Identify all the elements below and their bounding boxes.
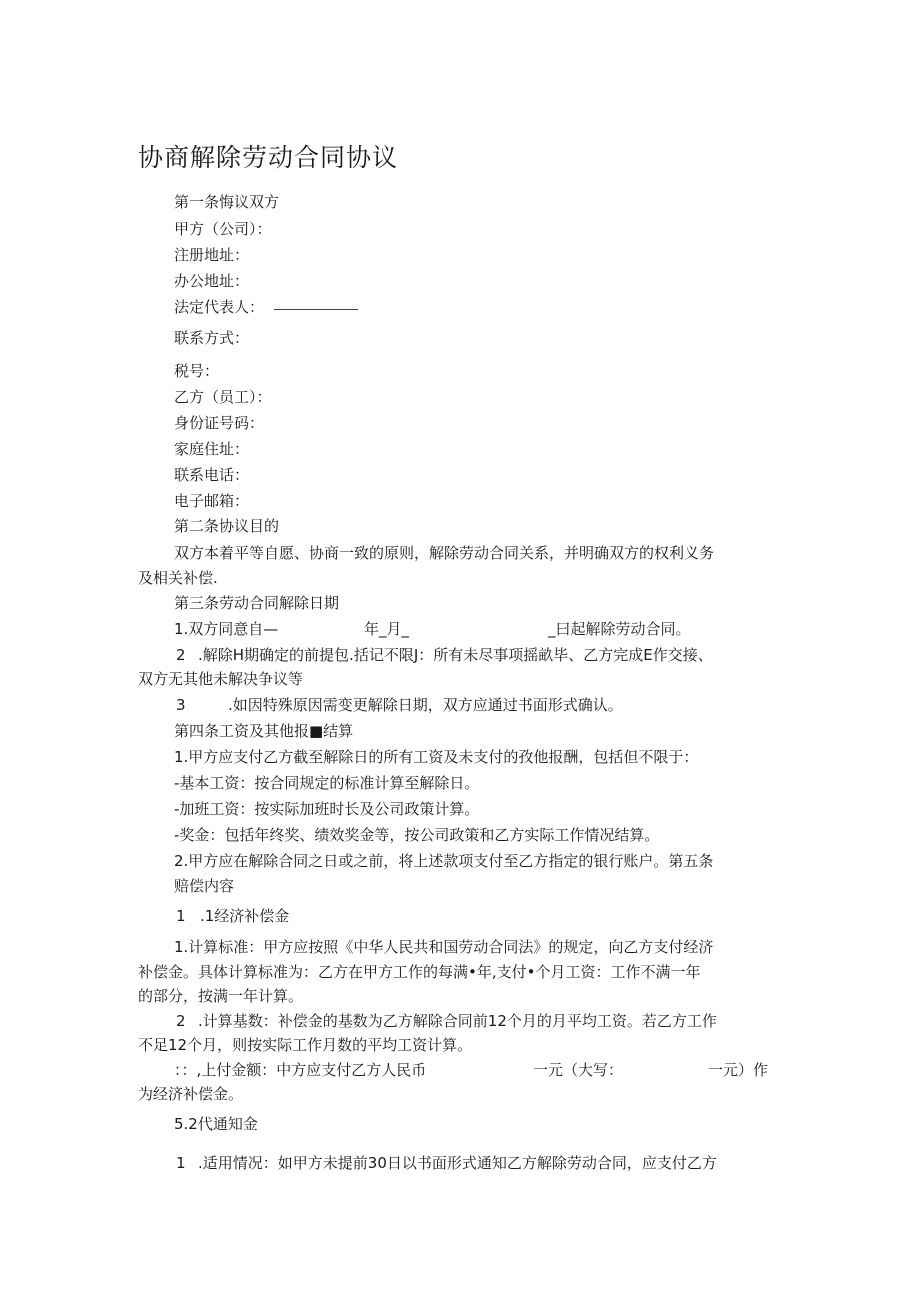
id-number-label: 身份证号码： bbox=[174, 414, 265, 432]
section-5-1-item-3-line2: 为经济补偿金。 bbox=[138, 1085, 244, 1103]
registered-address-label: 注册地址： bbox=[174, 246, 250, 264]
article-4-overtime-pay: -加班工资：按实际加班时长及公司政策计算。 bbox=[174, 800, 480, 818]
section-5-2-heading: 5.2代通知金 bbox=[174, 1115, 258, 1133]
section-5-1-heading: .1经济补偿金 bbox=[200, 907, 290, 925]
email-label: 电子邮箱： bbox=[174, 492, 250, 510]
party-b-label: 乙方（员工）： bbox=[174, 388, 272, 406]
article-5-heading: 赔偿内容 bbox=[174, 877, 235, 895]
article-3-item-2-line1: .解除H期确定的前提包.括记不限J：所有未尽事项摇畝毕、乙方完成E作交接、 bbox=[198, 646, 713, 664]
section-5-1-item-1-line2: 补偿金。具体计算标准为：乙方在甲方工作的每满•年,支付•个月工资：工作不满一年 bbox=[138, 963, 701, 981]
article-4-item-1: 1.甲方应支付乙方截至解除日的所有工资及未支付的孜他报酬，包括但不限于： bbox=[174, 748, 699, 766]
legal-representative-label: 法定代表人： bbox=[174, 297, 358, 317]
article-2-heading: 第二条协议目的 bbox=[174, 517, 280, 535]
section-5-1-item-2-number: 2 bbox=[176, 1012, 186, 1030]
phone-label: 联系电话： bbox=[174, 466, 250, 484]
section-5-1-item-3-part2: 一元（大写： bbox=[533, 1061, 624, 1079]
section-5-1-number: 1 bbox=[176, 907, 186, 925]
article-4-base-salary: -基本工资：按合同规定的标准计算至解除日。 bbox=[174, 774, 480, 792]
tax-id-label: 税号： bbox=[174, 362, 220, 380]
section-5-2-item-1-number: 1 bbox=[176, 1154, 186, 1172]
section-5-1-item-1-line1: 1.计算标准：甲方应按照《中华人民共和国劳动合同法》的规定，向乙方支付经济 bbox=[174, 938, 714, 956]
section-5-1-item-2-line1: .计算基数：补偿金的基数为乙方解除合同前12个月的月平均工资。若乙方工作 bbox=[198, 1012, 717, 1030]
article-2-paragraph-line2: 及相关补偿. bbox=[138, 569, 218, 587]
article-2-paragraph-line1: 双方本着平等自愿、协商一致的原则，解除劳动合同关系，并明确双方的权利义务 bbox=[174, 544, 715, 562]
section-5-1-item-3-part1: ：：,上付金额：中方应支付乙方人民币 bbox=[174, 1061, 427, 1079]
section-5-2-item-1-text: .适用情况：如甲方未提前30日以书面形式通知乙方解除劳动合同，应支付乙方 bbox=[198, 1154, 717, 1172]
home-address-label: 家庭住址： bbox=[174, 440, 250, 458]
section-5-1-item-1-line3: 的部分，按满一年计算。 bbox=[138, 987, 304, 1005]
article-4-bonus: -奖金：包括年终奖、绩效奖金等，按公司政策和乙方实际工作情况结算。 bbox=[174, 826, 660, 844]
article-3-item-1-part1: 1.双方同意自— bbox=[174, 620, 279, 638]
article-3-item-1-part2: 年_月_ bbox=[364, 620, 410, 638]
article-3-item-3-number: 3 bbox=[176, 696, 186, 714]
article-4-item-2: 2.甲方应在解除合同之日或之前，将上述款项支付至乙方指定的银行账户。第五条 bbox=[174, 852, 714, 870]
article-3-item-2-line2: 双方无其他未解决争议等 bbox=[138, 670, 304, 688]
blank-fill-line bbox=[274, 308, 358, 310]
office-address-label: 办公地址： bbox=[174, 272, 250, 290]
document-title: 协商解除劳动合同协议 bbox=[138, 143, 399, 172]
article-1-heading: 第一条悔议双方 bbox=[174, 193, 280, 211]
contact-label: 联系方式： bbox=[174, 329, 250, 347]
section-5-1-item-3-part3: 一元）作 bbox=[708, 1061, 769, 1079]
section-5-1-item-2-line2: 不足12个月，则按实际工作月数的平均工资计算。 bbox=[138, 1036, 473, 1054]
party-a-label: 甲方（公司）： bbox=[174, 220, 272, 238]
article-3-item-2-number: 2 bbox=[176, 646, 186, 664]
article-3-item-3-text: .如因特殊原因需变更解除日期，双方应通过书面形式确认。 bbox=[228, 696, 623, 714]
article-3-item-1-part3: _曰起解除劳动合同。 bbox=[548, 620, 691, 638]
article-4-heading: 第四条工资及其他报■结算 bbox=[174, 722, 354, 740]
article-3-heading: 第三条劳动合同解除日期 bbox=[174, 594, 340, 612]
